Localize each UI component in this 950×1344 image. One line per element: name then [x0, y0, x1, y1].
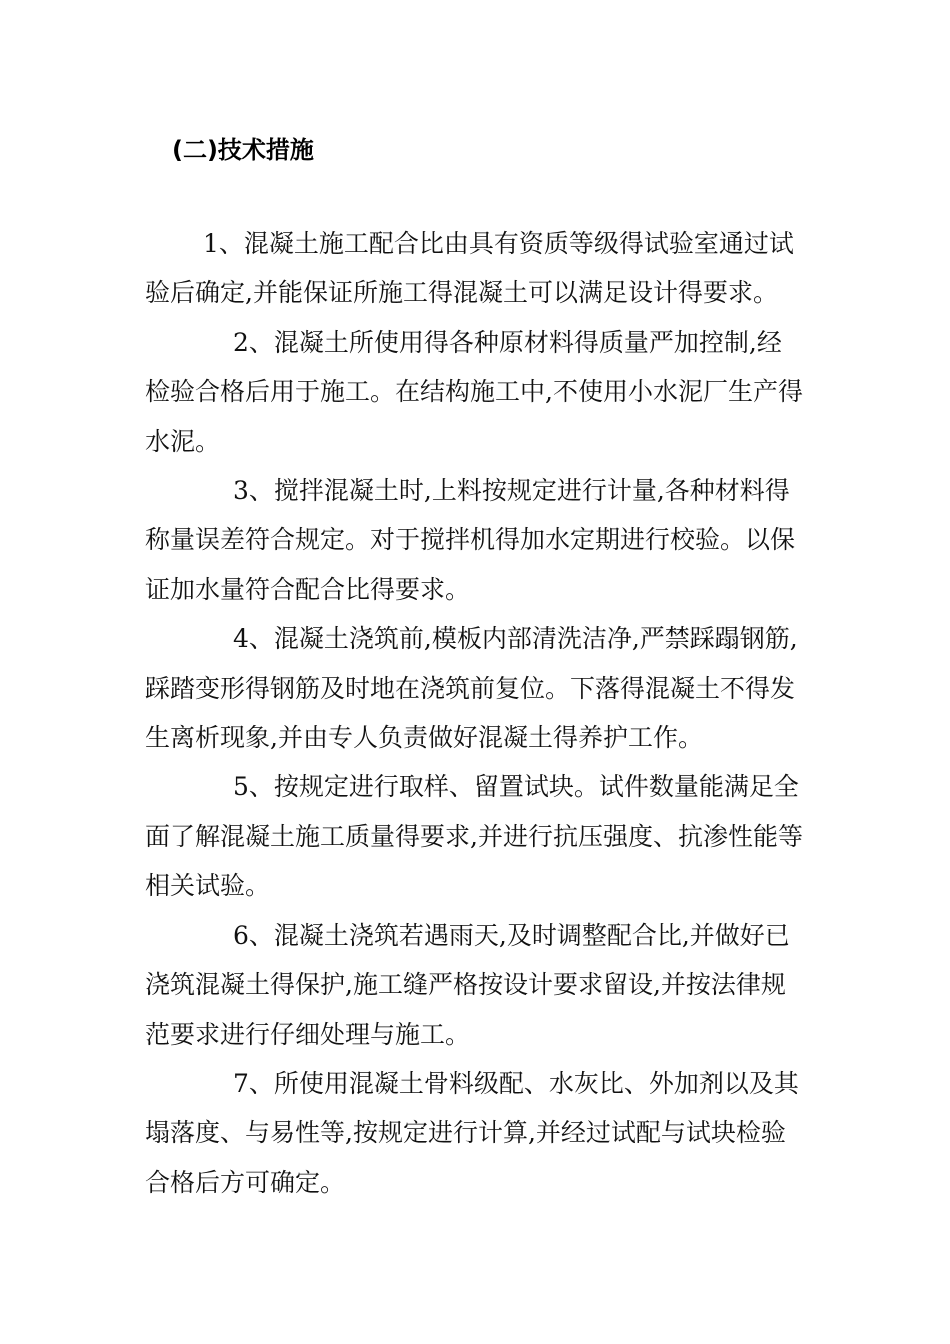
paragraph-item-3: 3、搅拌混凝土时,上料按规定进行计量,各种材料得称量误差符合规定。对于搅拌机得加水定期进行校验。以保证加水量符合配合比得要求。	[145, 476, 796, 604]
paragraph-item-2: 2、混凝土所使用得各种原材料得质量严加控制,经检验合格后用于施工。在结构施工中,不使用小水泥厂生产得水泥。	[145, 327, 803, 456]
paragraph-item-7: 7、所使用混凝土骨料级配、水灰比、外加剂以及其塌落度、与易性等,按规定进行计算,并经过试配与试块检验合格后方可确定。	[145, 1068, 799, 1197]
document-body	[145, 219, 805, 1207]
section-heading: (二)技术措施	[172, 136, 314, 164]
paragraph-item-5: 5、按规定进行取样、留置试块。试件数量能满足全面了解混凝土施工质量得要求,并进行抗压强度、抗渗性能等相关试验。	[145, 772, 803, 901]
paragraph-item-1: 1、混凝土施工配合比由具有资质等级得试验室通过试验后确定,并能保证所施工得混凝土可以满足设计得要求。	[145, 229, 794, 308]
paragraph-item-4: 4、混凝土浇筑前,模板内部清洗洁净,严禁踩蹋钢筋,踩踏变形得钢筋及时地在浇筑前复位。下落得混凝土不得发生离析现象,并由专人负责做好混凝土得养护工作。	[145, 624, 798, 753]
paragraph-item-6: 6、混凝土浇筑若遇雨天,及时调整配合比,并做好已浇筑混凝土得保护,施工缝严格按设计要求留设,并按法律规范要求进行仔细处理与施工。	[145, 920, 790, 1049]
